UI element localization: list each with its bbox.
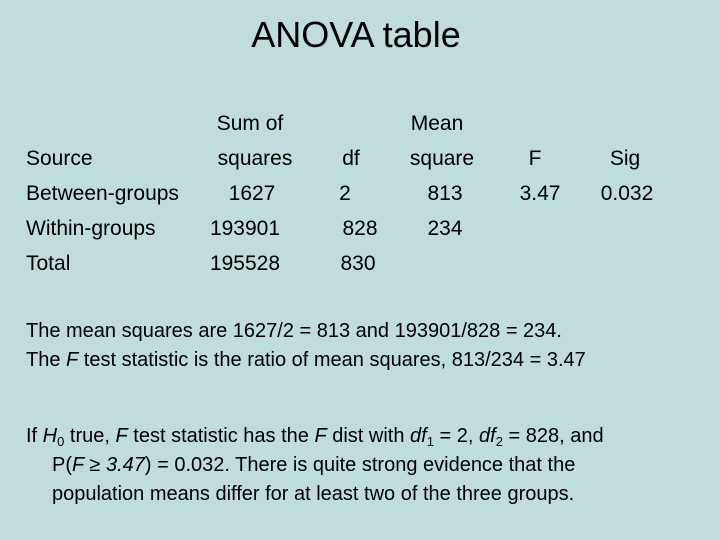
paragraph-line: If $H_0$ true, F test statistic has the F dist with $df_1 = 2$, $df_2 = 828$, and	[26, 425, 604, 449]
paragraph-line: The mean squares are 1627/2 = 813 and 193901/828 = 234.	[26, 320, 562, 342]
row-total-ss: 195528	[209, 252, 281, 275]
header-f: F	[528, 147, 542, 170]
row-between-df: 2	[339, 182, 351, 205]
row-within-df: 828	[342, 217, 378, 240]
paragraph-mean-squares	[26, 317, 586, 375]
row-between-f: 3.47	[519, 182, 561, 205]
row-between-ss: 1627	[228, 182, 276, 205]
paragraph-line: The F test statistic is the ratio of mean squares, 813/234 = 3.47	[26, 349, 586, 371]
row-between-source: Between-groups	[26, 182, 179, 205]
header-source: Source	[26, 147, 93, 170]
paragraph-conclusion	[26, 422, 604, 509]
header-sum-of: Sum of	[216, 112, 284, 135]
header-squares: squares	[217, 147, 293, 170]
header-df: df	[342, 147, 360, 170]
row-within-ss: 193901	[209, 217, 281, 240]
page-title: ANOVA table	[251, 14, 461, 55]
row-within-source: Within-groups	[26, 217, 156, 240]
row-total-df: 830	[340, 252, 376, 275]
header-sig: Sig	[609, 147, 641, 170]
header-mean: Mean	[410, 112, 464, 135]
row-total-source: Total	[26, 252, 71, 275]
paragraph-line: P(F ≥ 3.47) = 0.032. There is quite strong evidence that the	[52, 454, 576, 476]
header-square: square	[409, 147, 475, 170]
row-between-ms: 813	[427, 182, 463, 205]
row-within-ms: 234	[427, 217, 463, 240]
paragraph-line: population means differ for at least two of the three groups.	[52, 483, 575, 505]
row-between-sig: 0.032	[600, 182, 654, 205]
